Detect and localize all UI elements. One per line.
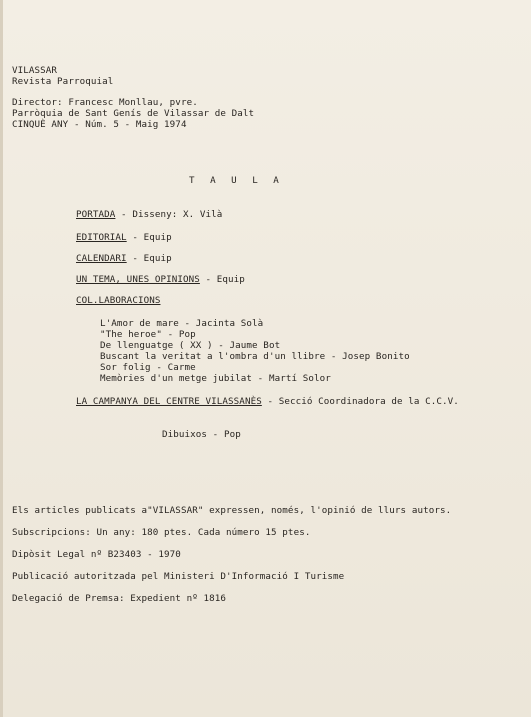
page-edge	[0, 0, 3, 717]
press-delegation-line: Delegació de Premsa: Expedient nº 1816	[12, 593, 226, 604]
toc-item-portada	[76, 209, 222, 220]
collaboration-item: De llenguatge ( XX ) - Jaume Bot	[100, 340, 281, 351]
toc-item-detail: - Equip	[199, 274, 245, 285]
toc-item-label: PORTADA	[76, 209, 116, 220]
campaign-detail: - Secció Coordinadora de la C.C.V.	[261, 396, 459, 407]
collaboration-item: "The heroe" - Pop	[100, 329, 196, 340]
toc-item-un-tema	[76, 274, 245, 285]
collaboration-item: L'Amor de mare - Jacinta Solà	[100, 318, 264, 329]
campaign-line	[76, 396, 459, 407]
legal-deposit-line: Dipòsit Legal nº B23403 - 1970	[12, 549, 181, 560]
toc-item-label: CALENDARI	[76, 253, 127, 264]
toc-item-detail: - Equip	[126, 253, 172, 264]
toc-heading: T A U L A	[189, 175, 284, 186]
authorization-line: Publicació autoritzada pel Ministeri D'Informació I Turisme	[12, 571, 345, 582]
collaboration-item: Sor folig - Carme	[100, 362, 196, 373]
toc-item-label: EDITORIAL	[76, 232, 127, 243]
director-line: Director: Francesc Monllau, pvre.	[12, 97, 198, 108]
collaboration-item: Buscant la veritat a l'ombra d'un llibre - Josep Bonito	[100, 351, 410, 362]
toc-item-detail: - Equip	[126, 232, 172, 243]
magazine-title: VILASSAR	[12, 65, 58, 76]
toc-item-collaboracions	[76, 295, 160, 306]
disclaimer-line: Els articles publicats a"VILASSAR" expressen, només, l'opinió de llurs autors.	[12, 505, 452, 516]
toc-item-editorial	[76, 232, 172, 243]
drawings-credit: Dibuixos - Pop	[162, 429, 241, 440]
subscriptions-line: Subscripcions: Un any: 180 ptes. Cada número 15 ptes.	[12, 527, 311, 538]
toc-item-label: COL.LABORACIONS	[76, 295, 161, 306]
parish-line: Parròquia de Sant Genís de Vilassar de Dalt	[12, 108, 255, 119]
toc-item-calendari	[76, 253, 172, 264]
collaboration-item: Memòries d'un metge jubilat - Martí Solor	[100, 373, 331, 384]
toc-item-label: UN TEMA, UNES OPINIONS	[76, 274, 200, 285]
toc-item-detail: - Disseny: X. Vilà	[115, 209, 223, 220]
magazine-subtitle: Revista Parroquial	[12, 76, 114, 87]
issue-line: CINQUÈ ANY - Núm. 5 - Maig 1974	[12, 119, 187, 130]
campaign-label: LA CAMPANYA DEL CENTRE VILASSANÈS	[76, 396, 262, 407]
